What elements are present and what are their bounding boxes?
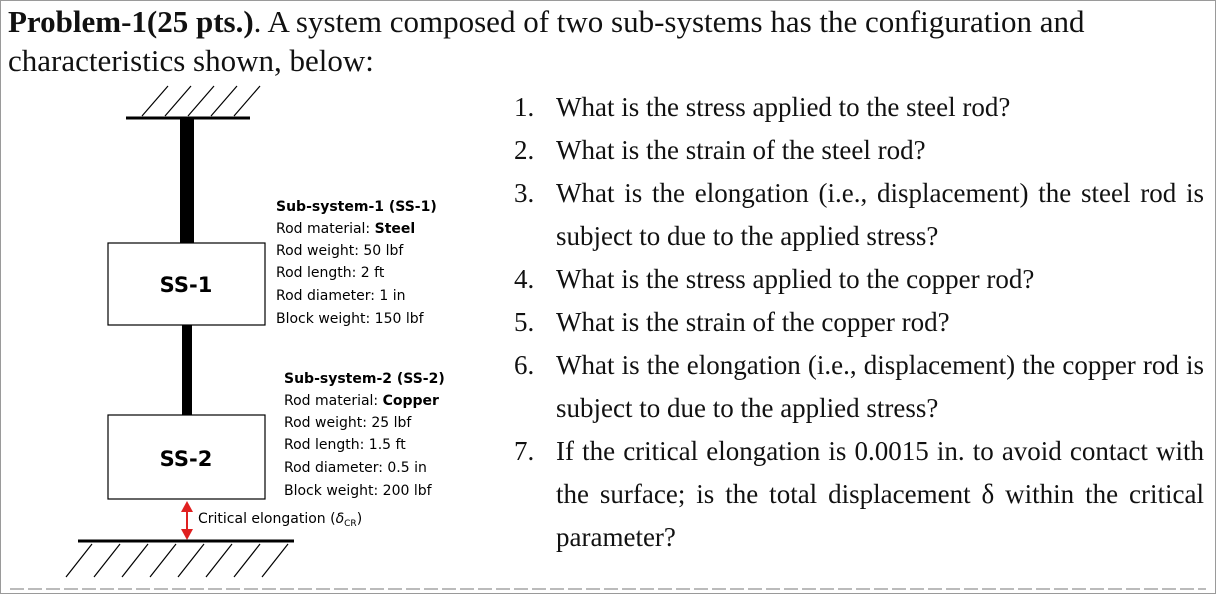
question-text: What is the elongation (i.e., displacement) the steel rod is subject to due to the applied stress? — [556, 178, 1204, 251]
question-number: 6. — [514, 350, 535, 380]
ss1-rod-length: Rod length: 2 ft — [276, 265, 385, 281]
question-text: If the critical elongation is 0.0015 in. to avoid contact with the surface; is the total displacement δ within the critical parameter? — [556, 436, 1204, 552]
ceiling-support — [126, 86, 260, 118]
question-text: What is the stress applied to the copper rod? — [556, 264, 1035, 294]
problem-label: Problem-1(25 pts.) — [8, 4, 254, 39]
ss1-block-label: SS-1 — [159, 273, 213, 297]
question-text: What is the strain of the steel rod? — [556, 135, 926, 165]
question-text: What is the stress applied to the steel rod? — [556, 92, 1011, 122]
cut-off-text-line — [10, 588, 1206, 590]
ss2-rod-diameter: Rod diameter: 0.5 in — [284, 460, 427, 476]
ss2-material: Rod material: Copper — [284, 393, 439, 409]
question-list — [514, 86, 1204, 559]
question-text: What is the elongation (i.e., displacement) the copper rod is subject to due to the applied stress? — [556, 350, 1204, 423]
problem-intro — [8, 2, 1208, 80]
question-number: 2. — [514, 135, 535, 165]
question-item — [514, 430, 1204, 559]
system-diagram — [0, 80, 500, 585]
question-item — [514, 258, 1204, 301]
question-number: 7. — [514, 436, 535, 466]
critical-elongation-label: Critical elongation $(\delta_{CR})$ — [198, 511, 363, 529]
problem-intro-text: . A system composed of two sub-systems has the configuration and characteristics shown, below: — [8, 4, 1085, 78]
ss1-specs — [276, 199, 437, 327]
ss2-rod-weight: Rod weight: 25 lbf — [284, 415, 412, 431]
question-number: 1. — [514, 92, 535, 122]
ss1-block-weight: Block weight: 150 lbf — [276, 311, 424, 327]
question-item — [514, 129, 1204, 172]
ss1-rod-weight: Rod weight: 50 lbf — [276, 243, 404, 259]
copper-rod — [182, 325, 192, 415]
ground-surface — [66, 541, 294, 577]
ss1-title: Sub-system-1 (SS-1) — [276, 199, 437, 215]
question-number: 4. — [514, 264, 535, 294]
question-item — [514, 172, 1204, 258]
ss2-rod-length: Rod length: 1.5 ft — [284, 437, 406, 453]
ss1-material: Rod material: Steel — [276, 221, 416, 237]
ss2-block-weight: Block weight: 200 lbf — [284, 483, 432, 499]
critical-gap-arrow — [181, 501, 193, 540]
ss2-specs — [284, 371, 445, 499]
ss2-title: Sub-system-2 (SS-2) — [284, 371, 445, 387]
question-text: What is the strain of the copper rod? — [556, 307, 950, 337]
question-item — [514, 301, 1204, 344]
question-number: 3. — [514, 178, 535, 208]
steel-rod — [180, 118, 194, 243]
question-item — [514, 86, 1204, 129]
ss2-block-label: SS-2 — [159, 447, 213, 471]
question-number: 5. — [514, 307, 535, 337]
ss1-rod-diameter: Rod diameter: 1 in — [276, 288, 406, 304]
question-item — [514, 344, 1204, 430]
